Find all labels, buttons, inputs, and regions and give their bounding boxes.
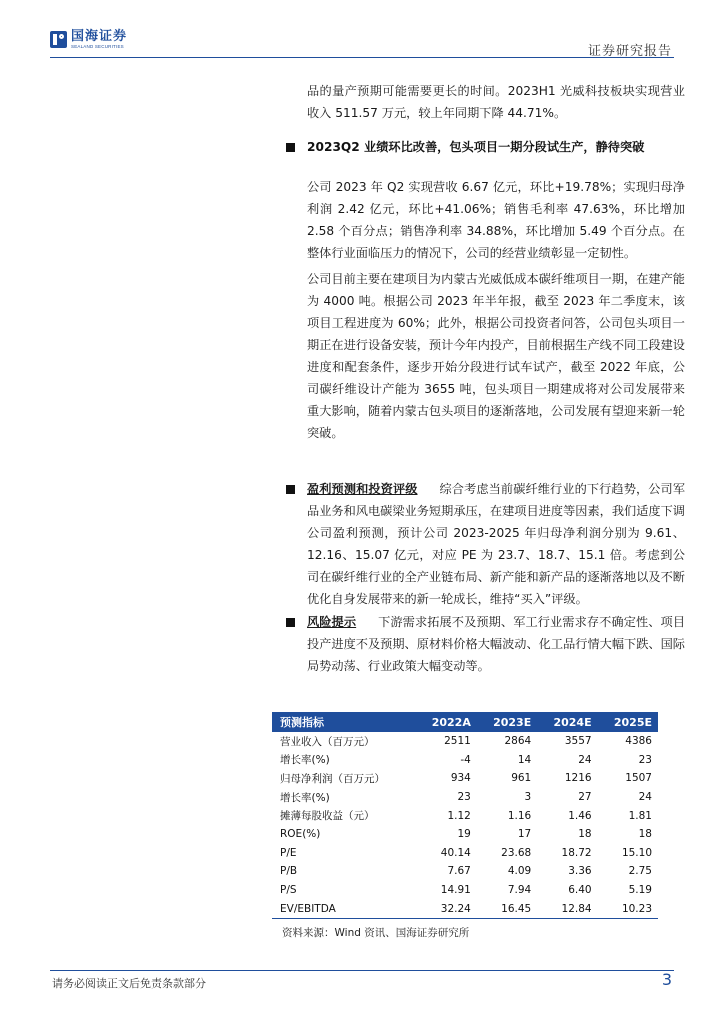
table-cell: 18.72 [561, 846, 592, 859]
table-cell: 6.40 [568, 884, 592, 897]
footer-divider [50, 970, 674, 971]
table-row [272, 844, 658, 863]
page-number: 3 [661, 970, 672, 989]
logo-english-name: SEALAND SECURITIES [71, 44, 124, 49]
table-cell: 1.12 [447, 809, 471, 822]
table-cell: 2864 [504, 735, 532, 748]
table-cell: 3557 [564, 735, 592, 748]
table-cell: 17 [517, 828, 532, 841]
table-cell: 2.75 [628, 865, 652, 878]
table-cell: 23 [457, 791, 471, 804]
table-row [272, 806, 658, 825]
table-row [272, 769, 658, 788]
table-row-label: 增长率(%) [280, 791, 330, 804]
table-header-cell: 2023E [477, 712, 537, 732]
bullet-square-icon [286, 618, 295, 627]
section1-heading: 2023Q2 业绩环比改善，包头项目一期分段试生产，静待突破 [307, 140, 645, 154]
table-cell: 7.94 [507, 884, 532, 897]
table-cell: 24 [578, 753, 592, 766]
table-cell: 961 [511, 772, 532, 785]
section3-heading: 风险提示 [307, 615, 357, 629]
table-cell: 24 [638, 791, 652, 804]
table-cell: 1507 [625, 772, 652, 785]
table-cell: 12.84 [537, 899, 597, 918]
table-cell: -4 [460, 753, 471, 766]
table-row-label: P/S [280, 884, 297, 897]
section1-text1: 公司 2023 年 Q2 实现营收 6.67 亿元，环比+19.78%；实现归母净利润 2.42 亿元，环比+41.06%；销售毛利率 47.63%，环比增加 2.58 个百分点；销售净利率 34.88%，环比增加 5.49 个百分点。在整体行业面临压力的情况下，公司的经营业绩彰显一定韧性。 [307, 180, 685, 260]
logo-chinese-name: 国海证券 [71, 29, 128, 44]
table-cell: 10.23 [598, 899, 658, 918]
table-cell: 2511 [444, 735, 471, 748]
table-cell: 1.46 [568, 809, 592, 822]
table-cell: 32.24 [415, 899, 477, 918]
intro-text: 品的量产预期可能需要更长的时间。2023H1 光威科技板块实现营业收入 511.57 万元，较上年同期下降 44.71%。 [307, 84, 685, 120]
table-cell: 14.91 [440, 884, 471, 897]
table-row-label: 营业收入（百万元） [280, 735, 375, 748]
section2-paragraph [307, 478, 685, 610]
intro-paragraph [307, 80, 685, 124]
table-row [272, 862, 658, 881]
table-row-label: EV/EBITDA [272, 899, 415, 918]
section3-text: 下游需求拓展不及预期、军工行业需求存不确定性、项目投产进度不及预期、原材料价格大幅波动、化工品行情大幅下跌、国际局势动荡、行业政策大幅变动等。 [307, 615, 686, 673]
table-header-cell: 预测指标 [272, 712, 415, 732]
table-cell: 27 [578, 791, 592, 804]
table-cell: 1.16 [507, 809, 532, 822]
table-cell: 40.14 [440, 846, 471, 859]
section3-paragraph [307, 611, 685, 677]
footer-disclaimer: 请务必阅读正文后免责条款部分 [52, 977, 206, 990]
header-divider [50, 57, 674, 58]
table-cell: 19 [457, 828, 471, 841]
table-cell: 4.09 [507, 865, 532, 878]
bullet-square-icon [286, 485, 295, 494]
table-cell: 934 [450, 772, 471, 785]
table-cell: 18 [578, 828, 592, 841]
table-cell: 7.67 [447, 865, 471, 878]
table-cell: 14 [517, 753, 532, 766]
section1-text2: 公司目前主要在建项目为内蒙古光威低成本碳纤维项目一期，在建产能为 4000 吨。根据公司 2023 年半年报，截至 2023 年二季度末，该项目工程进度为 60%；此外，根据公司投资者问答，公司包头项目一期正在进行设备安装，预计今年内投产，目前根据生产线不同工段建设进度和配套条件，逐步开始分段进行试车试产，截至 2022 年底，公司碳纤维设计产能为 3655 吨，包头项目一期建成将对公司发展带来重大影响，随着内蒙古包头项目的逐渐落地，公司发展有望迎来新一轮突破。 [307, 272, 685, 440]
sealand-logo-icon [50, 31, 67, 48]
table-cell: 15.10 [621, 846, 652, 859]
table-body [272, 732, 658, 918]
table-header-cell: 2024E [537, 712, 597, 732]
bullet-square-icon [286, 143, 295, 152]
table-header-cell: 2022A [415, 712, 477, 732]
table-cell: 1216 [564, 772, 592, 785]
table-cell: 1.81 [628, 809, 652, 822]
table-cell: 3 [524, 791, 532, 804]
table-row-label: P/E [280, 846, 297, 859]
table-cell: 23 [638, 753, 652, 766]
section1-paragraph1 [307, 176, 685, 264]
table-cell: 5.19 [628, 884, 652, 897]
table-cell: 23.68 [501, 846, 532, 859]
table-row [272, 788, 658, 807]
table-header-row [272, 712, 658, 732]
page-header [0, 0, 724, 62]
forecast-table [272, 712, 658, 919]
table-row-label: P/B [280, 865, 298, 878]
table-cell: 4386 [625, 735, 652, 748]
table-row-label: 摊薄每股收益（元） [280, 810, 375, 823]
table-row [272, 825, 658, 844]
table-row [272, 751, 658, 770]
company-logo [50, 30, 127, 50]
section2-text: 综合考虑当前碳纤维行业的下行趋势，公司军品业务和风电碳梁业务短期承压，在建项目进度等因素，我们适度下调公司盈利预测，预计公司 2023-2025 年归母净利润分别为 9.61、12.16、15.07 亿元，对应 PE 为 23.7、18.7、15.1 倍。考虑到公司在碳纤维行业的全产业链布局、新产能和新产品的逐渐落地以及不断优化自身发展带来的新一轮成长，维持“买入”评级。 [307, 482, 686, 606]
table-header-cell: 2025E [598, 712, 658, 732]
section2-heading: 盈利预测和投资评级 [307, 482, 418, 496]
table-row [272, 732, 658, 751]
table-cell: 3.36 [568, 865, 592, 878]
table-row [272, 881, 658, 900]
table-row-label: 增长率(%) [280, 754, 330, 767]
table-row-label: 归母净利润（百万元） [280, 772, 385, 785]
report-type-label: 证券研究报告 [587, 44, 672, 59]
section1-paragraph2 [307, 268, 685, 444]
table-row [272, 899, 658, 918]
table-source: 资料来源：Wind 资讯、国海证券研究所 [282, 927, 470, 939]
table-row-label: ROE(%) [280, 828, 321, 841]
table-cell: 16.45 [477, 899, 537, 918]
table-cell: 18 [638, 828, 652, 841]
